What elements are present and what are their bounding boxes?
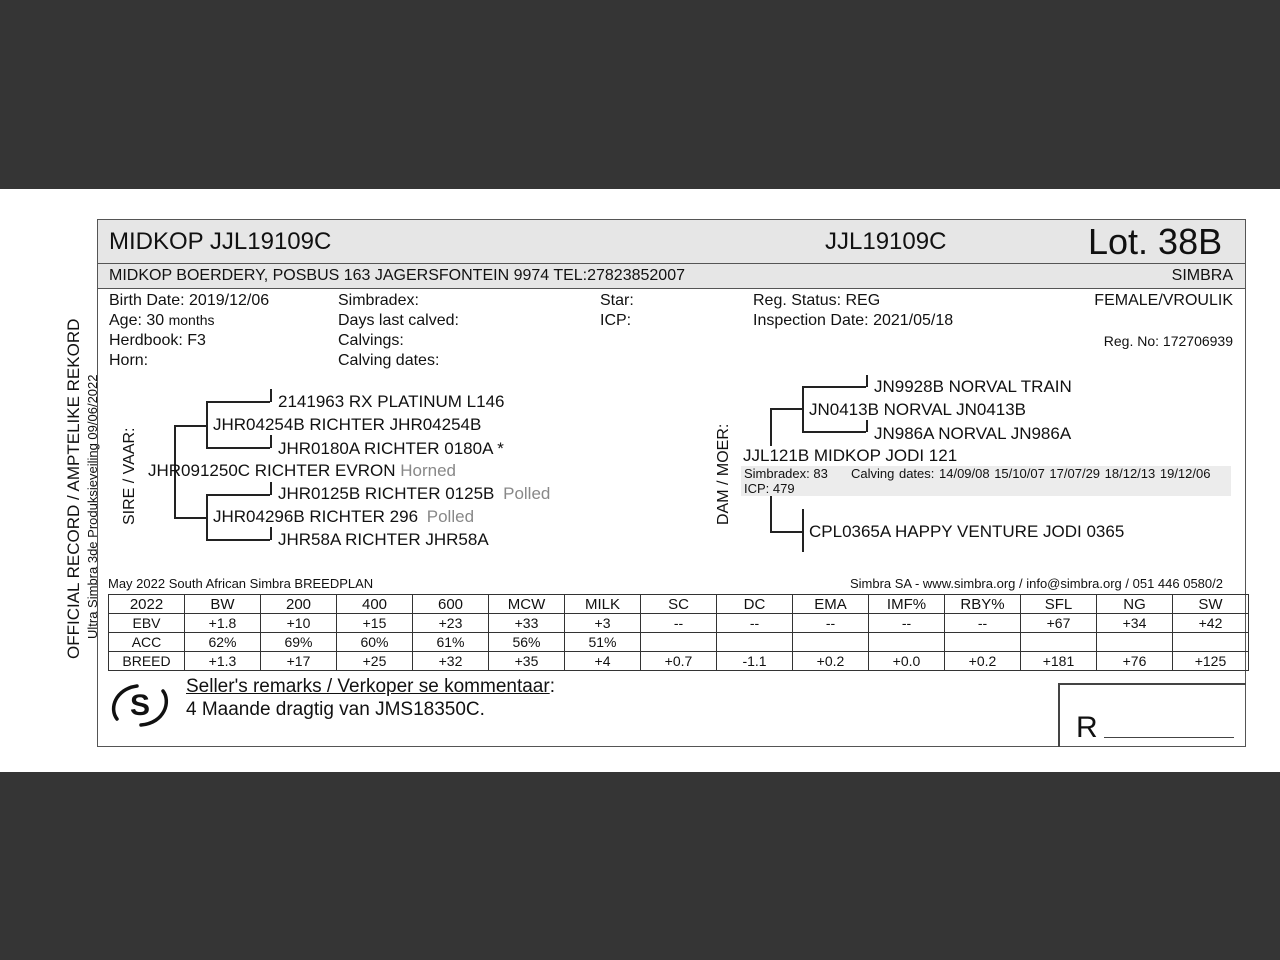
breedplan-cell: 62% [185,633,261,652]
age-value: Age: 30 [109,312,165,329]
sire-gd1-id: JHR04296B RICHTER 296 [213,507,419,526]
breedplan-cell: -- [641,614,717,633]
breedplan-cell: +0.2 [793,652,869,671]
dam-gd: CPL0365A HAPPY VENTURE JODI 0365 [809,522,1125,541]
breedplan-cell: IMF% [869,595,945,614]
sire-label: SIRE / VAAR: [121,427,138,525]
breedplan-cell: 200 [261,595,337,614]
sire-name [148,462,456,479]
sire-ggs2-id: JHR0125B RICHTER 0125B [278,484,495,503]
catalogue-page [0,189,1280,772]
calvings: Calvings: [338,332,404,349]
breedplan-header-row [109,595,1249,614]
sire-horn-status: Horned [400,461,457,480]
breedplan-cell: BW [185,595,261,614]
breedplan-cell [945,633,1021,652]
breedplan-cell: 56% [489,633,565,652]
breedplan-row [109,633,1249,652]
reg-status: Reg. Status: REG [753,292,881,309]
breedplan-cell [717,633,793,652]
sire-ggd1: JHR0180A RICHTER 0180A * [278,439,504,458]
simbra-logo [109,681,171,729]
sire-gd1-horn-status: Polled [426,507,475,526]
inspection-date: Inspection Date: 2021/05/18 [753,312,954,329]
dam-ggd1: JN986A NORVAL JN986A [874,424,1072,443]
price-label: R [1076,711,1098,744]
breedplan-cell: -- [945,614,1021,633]
lot-number: Lot. 38B [1088,221,1223,262]
breedplan-row [109,652,1249,671]
dam-ggs1: JN9928B NORVAL TRAIN [874,377,1072,396]
breedplan-cell: +1.3 [185,652,261,671]
breedplan-cell: +4 [565,652,641,671]
simbradex: Simbradex: [338,292,419,309]
breedplan-title: May 2022 South African Simbra BREEDPLAN [108,576,374,591]
animal-id: JJL19109C [825,228,947,255]
breedplan-table [108,594,1249,671]
sire-ggd2: JHR58A RICHTER JHR58A [278,530,489,549]
age-unit: months [168,312,215,328]
breedplan-cell: -- [793,614,869,633]
animal-name: MIDKOP JJL19109C [109,228,332,255]
birth-date: Birth Date: 2019/12/06 [109,292,270,309]
breedplan-cell [869,633,945,652]
breedplan-cell: +32 [413,652,489,671]
sire-gd1 [213,508,474,525]
breedplan-cell [1173,633,1249,652]
herdbook: Herdbook: F3 [109,332,206,349]
breedplan-cell [641,633,717,652]
remarks-title-colon: : [549,676,555,697]
breedplan-cell: +42 [1173,614,1249,633]
breedplan-contact: Simbra SA - www.simbra.org / info@simbra.org / 051 446 0580/2 [849,576,1223,591]
dam-icp: ICP: 479 [744,481,795,496]
breedplan-cell: +23 [413,614,489,633]
breedplan-cell: +35 [489,652,565,671]
breedplan-cell: +0.0 [869,652,945,671]
owner-address: MIDKOP BOERDERY, POSBUS 163 JAGERSFONTEIN 9974 TEL:27823852007 [109,267,685,284]
breedplan-cell: MILK [565,595,641,614]
breedplan-cell: +15 [337,614,413,633]
breedplan-cell: -- [717,614,793,633]
dam-simbradex: Simbradex: 83 [744,466,828,481]
dam-name: JJL121B MIDKOP JODI 121 [743,446,958,465]
simbra-logo-mark [109,681,171,729]
sire-id: JHR091250C RICHTER EVRON [148,461,396,480]
breedplan-cell: +0.2 [945,652,1021,671]
sire-gs1: JHR04254B RICHTER JHR04254B [213,415,482,434]
breedplan-cell: SW [1173,595,1249,614]
breedplan-cell: MCW [489,595,565,614]
breedplan-cell: +3 [565,614,641,633]
remarks-text: 4 Maande dragtig van JMS18350C. [186,699,485,720]
icp: ICP: [600,312,632,329]
sire-ggs1: 2141963 RX PLATINUM L146 [278,392,505,411]
breedplan-cell: +67 [1021,614,1097,633]
breedplan-cell: +34 [1097,614,1173,633]
days-last-calved: Days last calved: [338,312,459,329]
star: Star: [600,292,634,309]
breedplan-cell [1097,633,1173,652]
breedplan-cell: 61% [413,633,489,652]
breedplan-cell: +17 [261,652,337,671]
breedplan-cell: +1.8 [185,614,261,633]
sex: FEMALE/VROULIK [1094,292,1233,309]
breedplan-cell: SC [641,595,717,614]
price-input-line[interactable] [1104,737,1234,738]
breedplan-cell: RBY% [945,595,1021,614]
breedplan-cell: +0.7 [641,652,717,671]
breedplan-cell: ACC [109,633,185,652]
remarks-title-text: Seller's remarks / Verkoper se kommentaar [186,676,550,697]
breedplan-cell: 60% [337,633,413,652]
breedplan-cell: EMA [793,595,869,614]
breedplan-cell: +33 [489,614,565,633]
breedplan-cell: +181 [1021,652,1097,671]
breedplan-cell: EBV [109,614,185,633]
calving-dates: Calving dates: [338,352,440,369]
official-record-side-text: OFFICIAL RECORD / AMPTELIKE REKORD [64,318,83,659]
sire-ggs2 [278,485,550,502]
breedplan-cell: 2022 [109,595,185,614]
reg-number: Reg. No: 172706939 [1103,333,1233,349]
breedplan-cell: 69% [261,633,337,652]
breedplan-cell: 600 [413,595,489,614]
remarks-box-line [1058,683,1246,685]
breedplan-cell: DC [717,595,793,614]
sire-ggs2-horn-status: Polled [503,484,551,503]
remarks-title [186,677,555,696]
age [109,313,215,329]
breedplan-cell: BREED [109,652,185,671]
breedplan-row [109,614,1249,633]
sale-name-side-text: Ultra Simbra 3de Produksieveiling 09/06/2022 [85,374,100,639]
remarks-box-side [1058,683,1060,747]
breedplan-cell [1021,633,1097,652]
breedplan-cell: -- [869,614,945,633]
breedplan-cell: NG [1097,595,1173,614]
breedplan-cell: 400 [337,595,413,614]
breedplan-cell: +10 [261,614,337,633]
breedplan-cell [793,633,869,652]
breedplan-cell: 51% [565,633,641,652]
breed-name: SIMBRA [1171,267,1233,284]
breedplan-cell: SFL [1021,595,1097,614]
dam-gs: JN0413B NORVAL JN0413B [809,400,1027,419]
breedplan-cell: +25 [337,652,413,671]
dam-calving-dates: Calving dates: 14/09/08 15/10/07 17/07/29 18/12/13 19/12/06 [851,466,1211,481]
breedplan-cell: +125 [1173,652,1249,671]
breedplan-cell: -1.1 [717,652,793,671]
dam-label: DAM / MOER: [715,423,732,525]
simbra-logo-letter: S [129,689,151,722]
breedplan-cell: +76 [1097,652,1173,671]
horn: Horn: [109,352,149,369]
